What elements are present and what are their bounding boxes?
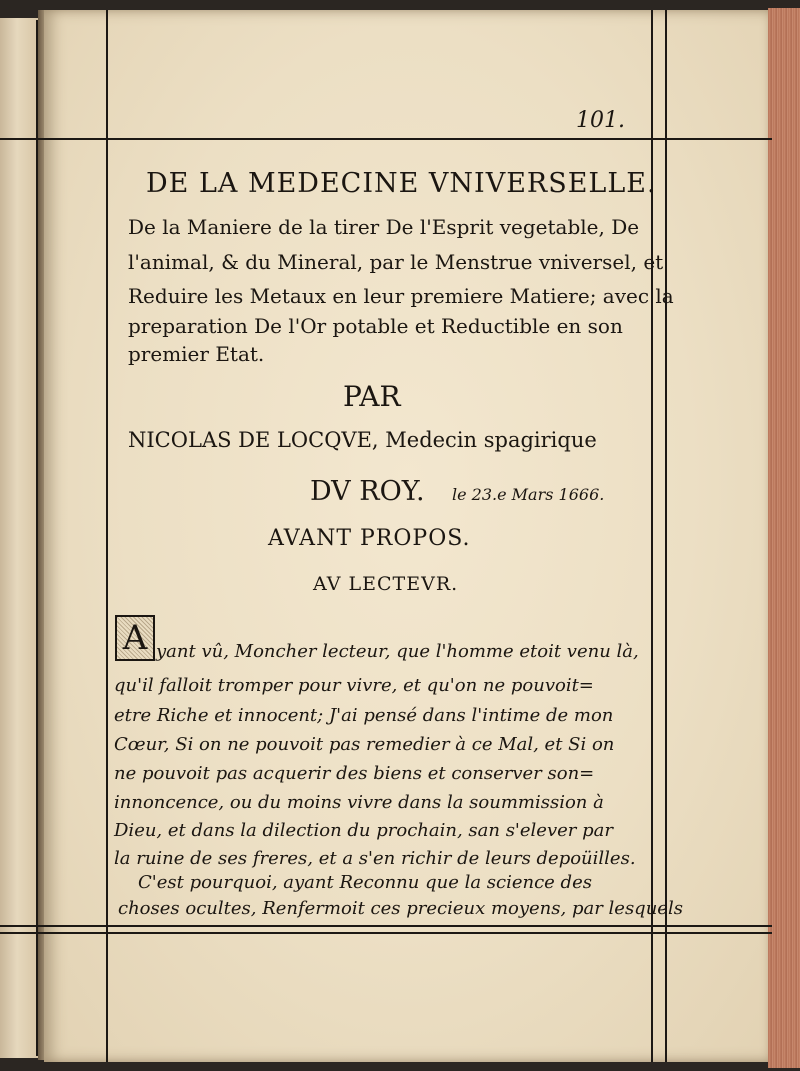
subtitle-line: preparation De l'Or potable et Reductible en son (128, 314, 623, 338)
subtitle-line: De la Maniere de la tirer De l'Esprit vegetable, De (128, 215, 640, 239)
date-line: le 23.e Mars 1666. (452, 485, 605, 504)
body-line: ne pouvoit pas acquerir des biens et conserver son= (114, 763, 595, 784)
previous-page-edge (0, 18, 40, 1058)
body-line: qu'il falloit tromper pour vivre, et qu'on ne pouvoit= (114, 675, 594, 696)
page-number: 101. (576, 108, 625, 133)
body-line: innoncence, ou du moins vivre dans la soummission à (114, 792, 604, 813)
body-line: Cœur, Si on ne pouvoit pas remedier à ce Mal, et Si on (114, 734, 615, 755)
body-line: C'est pourquoi, ayant Reconnu que la science des (138, 872, 592, 893)
body-line: la ruine de ses freres, et a s'en richir de leurs depoüilles. (114, 848, 636, 869)
subtitle-line: premier Etat. (128, 342, 265, 366)
body-line: yant vû, Moncher lecteur, que l'homme etoit venu là, (156, 641, 639, 662)
page-title: DE LA MEDECINE VNIVERSELLE. (146, 168, 657, 199)
body-line: Dieu, et dans la dilection du prochain, san s'elever par (114, 820, 613, 841)
address-heading: AV LECTEVR. (313, 573, 459, 595)
subtitle-line: l'animal, & du Mineral, par le Menstrue vniversel, et (128, 250, 664, 274)
subtitle-line: Reduire les Metaux en leur premiere Matiere; avec la (128, 284, 674, 308)
author-line: NICOLAS DE LOCQVE, Medecin spagirique (128, 428, 597, 452)
outer-left-ruled-line (36, 20, 38, 1056)
du-roy-heading: DV ROY. (310, 476, 425, 507)
section-title: AVANT PROPOS. (268, 526, 471, 551)
decorated-initial: A (115, 615, 155, 661)
par-heading: PAR (343, 380, 401, 413)
bottom-ruled-line-2 (0, 932, 772, 934)
left-ruled-line (106, 10, 108, 1062)
bottom-ruled-line (0, 925, 772, 927)
top-ruled-line (0, 138, 772, 140)
page-edges (768, 8, 800, 1068)
body-line: choses ocultes, Renfermoit ces precieux moyens, par lesquels (118, 898, 683, 919)
body-line: etre Riche et innocent; J'ai pensé dans l'intime de mon (114, 705, 614, 726)
